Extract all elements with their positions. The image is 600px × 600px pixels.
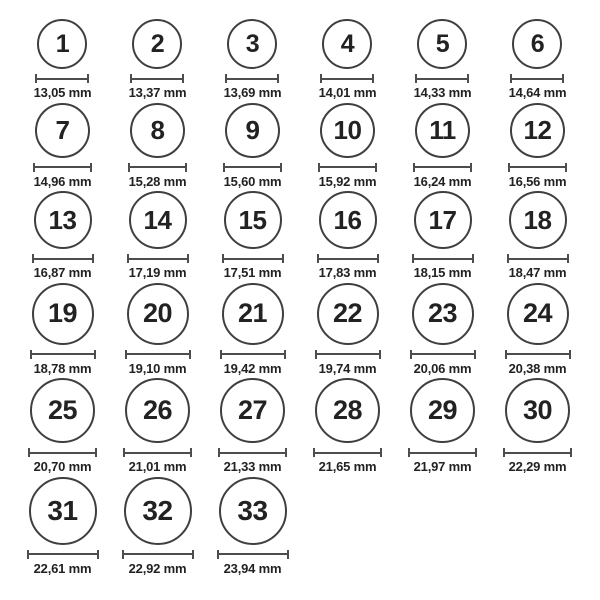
diameter-label: 18,15 mm [413,265,472,281]
ring-size-number: 25 [47,395,78,426]
ring-circle [414,191,472,249]
diameter-label: 16,24 mm [413,173,472,189]
diameter-label: 22,61 mm [33,560,92,576]
diameter-label: 20,06 mm [413,360,472,376]
diameter-dimension-line [33,163,92,172]
diameter-dimension-line [27,550,99,559]
diameter-label: 16,87 mm [33,265,92,281]
ring-circle [322,19,372,69]
diameter-dimension-line [408,448,477,457]
diameter-label: 14,33 mm [413,85,472,100]
diameter-label: 21,97 mm [413,459,472,475]
diameter-dimension-line [503,448,572,457]
diameter-dimension-line [35,74,89,83]
diameter-dimension-line [317,254,379,263]
ring-size-number: 7 [55,115,70,146]
ring-size-number: 24 [522,298,553,329]
diameter-label: 21,01 mm [128,459,187,475]
ring-circle [509,191,567,249]
ring-size-number: 8 [150,115,165,146]
diameter-label: 19,42 mm [223,360,282,376]
ring-size-number: 21 [237,298,268,329]
ring-circle [505,378,570,443]
diameter-label: 18,78 mm [33,360,92,376]
ring-circle [417,19,467,69]
ring-size-number: 5 [435,29,450,58]
ring-size-cell [313,378,382,474]
ring-circle [219,477,287,545]
diameter-dimension-line [217,550,289,559]
diameter-dimension-line [125,350,191,359]
ring-circle [225,103,280,158]
ring-size-number: 32 [142,494,173,526]
diameter-label: 16,56 mm [508,173,567,189]
ring-size-cell [128,103,187,189]
ring-size-cell [122,477,194,576]
ring-size-cell [413,103,472,189]
diameter-dimension-line [413,163,472,172]
diameter-label: 14,64 mm [508,85,567,100]
diameter-dimension-line [415,74,469,83]
ring-circle [227,19,277,69]
diameter-label: 13,69 mm [223,85,282,100]
diameter-label: 20,38 mm [508,360,567,376]
ring-size-cell [503,378,572,474]
ring-size-cell [125,283,191,376]
ring-size-row [15,191,585,280]
diameter-label: 13,05 mm [33,85,92,100]
ring-size-number: 4 [340,29,355,58]
ring-circle [124,477,192,545]
diameter-dimension-line [225,74,279,83]
diameter-dimension-line [412,254,474,263]
ring-size-cell [414,19,472,100]
ring-size-cell [123,378,192,474]
ring-size-cell [28,378,97,474]
ring-circle [317,283,379,345]
ring-circle [130,103,185,158]
ring-size-cell [505,283,571,376]
ring-size-cell [509,19,567,100]
ring-size-number: 31 [47,494,78,526]
ring-circle [132,19,182,69]
diameter-label: 17,83 mm [318,265,377,281]
ring-size-number: 3 [245,29,260,58]
ring-circle [224,191,282,249]
diameter-dimension-line [128,163,187,172]
ring-size-cell [410,283,476,376]
ring-size-cell [217,477,289,576]
ring-size-cell [33,103,92,189]
ring-size-row [15,19,585,100]
ring-size-number: 28 [332,395,363,426]
ring-size-cell [408,378,477,474]
ring-circle [127,283,189,345]
ring-circle [512,19,562,69]
diameter-dimension-line [320,74,374,83]
ring-circle [35,103,90,158]
ring-circle [315,378,380,443]
diameter-label: 15,60 mm [223,173,282,189]
ring-size-number: 27 [237,395,268,426]
diameter-label: 22,29 mm [508,459,567,475]
ring-size-number: 18 [523,205,552,236]
ring-size-number: 16 [333,205,362,236]
diameter-dimension-line [28,448,97,457]
ring-size-number: 2 [150,29,165,58]
ring-size-cell [319,19,377,100]
ring-circle [34,191,92,249]
ring-size-cell [224,19,282,100]
ring-size-cell [218,378,287,474]
diameter-dimension-line [127,254,189,263]
ring-circle [220,378,285,443]
ring-size-number: 29 [427,395,458,426]
ring-size-cell [27,477,99,576]
diameter-dimension-line [30,350,96,359]
diameter-label: 17,51 mm [223,265,282,281]
diameter-dimension-line [507,254,569,263]
ring-circle [415,103,470,158]
ring-size-number: 17 [428,205,457,236]
ring-size-row [15,378,585,474]
ring-circle [222,283,284,345]
ring-size-cell [222,191,284,280]
diameter-dimension-line [220,350,286,359]
ring-size-cell [223,103,282,189]
ring-circle [37,19,87,69]
ring-size-number: 10 [333,115,362,146]
ring-size-cell [508,103,567,189]
ring-circle [320,103,375,158]
diameter-dimension-line [218,448,287,457]
diameter-label: 19,10 mm [128,360,187,376]
diameter-dimension-line [410,350,476,359]
ring-size-number: 15 [238,205,267,236]
ring-circle [510,103,565,158]
diameter-label: 20,70 mm [33,459,92,475]
diameter-label: 14,96 mm [33,173,92,189]
ring-size-number: 20 [142,298,173,329]
diameter-dimension-line [505,350,571,359]
ring-size-number: 26 [142,395,173,426]
ring-size-row [15,283,585,376]
diameter-dimension-line [508,163,567,172]
ring-size-cell [34,19,92,100]
diameter-label: 22,92 mm [128,560,187,576]
ring-size-number: 13 [48,205,77,236]
ring-size-cell [507,191,569,280]
diameter-label: 15,92 mm [318,173,377,189]
ring-size-number: 22 [332,298,363,329]
ring-size-number: 30 [522,395,553,426]
ring-size-number: 9 [245,115,260,146]
ring-circle [30,378,95,443]
diameter-label: 21,33 mm [223,459,282,475]
ring-size-cell [317,191,379,280]
ring-size-row [15,103,585,189]
diameter-dimension-line [222,254,284,263]
ring-size-cell [127,191,189,280]
ring-size-number: 33 [237,494,268,526]
ring-circle [29,477,97,545]
diameter-label: 21,65 mm [318,459,377,475]
ring-size-number: 11 [429,115,456,146]
ring-circle [507,283,569,345]
ring-circle [319,191,377,249]
ring-circle [125,378,190,443]
ring-size-number: 6 [530,29,545,58]
ring-size-cell [32,191,94,280]
ring-size-cell [318,103,377,189]
diameter-dimension-line [122,550,194,559]
ring-circle [412,283,474,345]
diameter-dimension-line [510,74,564,83]
diameter-label: 23,94 mm [223,560,282,576]
diameter-label: 13,37 mm [128,85,187,100]
diameter-label: 18,47 mm [508,265,567,281]
ring-size-number: 19 [47,298,78,329]
ring-size-cell [412,191,474,280]
diameter-dimension-line [318,163,377,172]
ring-size-number: 1 [55,29,70,58]
ring-size-row [15,477,585,576]
diameter-dimension-line [313,448,382,457]
ring-circle [32,283,94,345]
diameter-dimension-line [130,74,184,83]
ring-size-cell [220,283,286,376]
diameter-dimension-line [223,163,282,172]
ring-size-number: 23 [427,298,458,329]
diameter-dimension-line [32,254,94,263]
ring-size-number: 14 [143,205,172,236]
diameter-label: 17,19 mm [128,265,187,281]
diameter-dimension-line [315,350,381,359]
diameter-label: 14,01 mm [318,85,377,100]
ring-size-cell [315,283,381,376]
ring-size-cell [30,283,96,376]
diameter-label: 15,28 mm [128,173,187,189]
ring-size-cell [129,19,187,100]
ring-circle [410,378,475,443]
diameter-dimension-line [123,448,192,457]
ring-circle [129,191,187,249]
diameter-label: 19,74 mm [318,360,377,376]
ring-size-number: 12 [523,115,552,146]
